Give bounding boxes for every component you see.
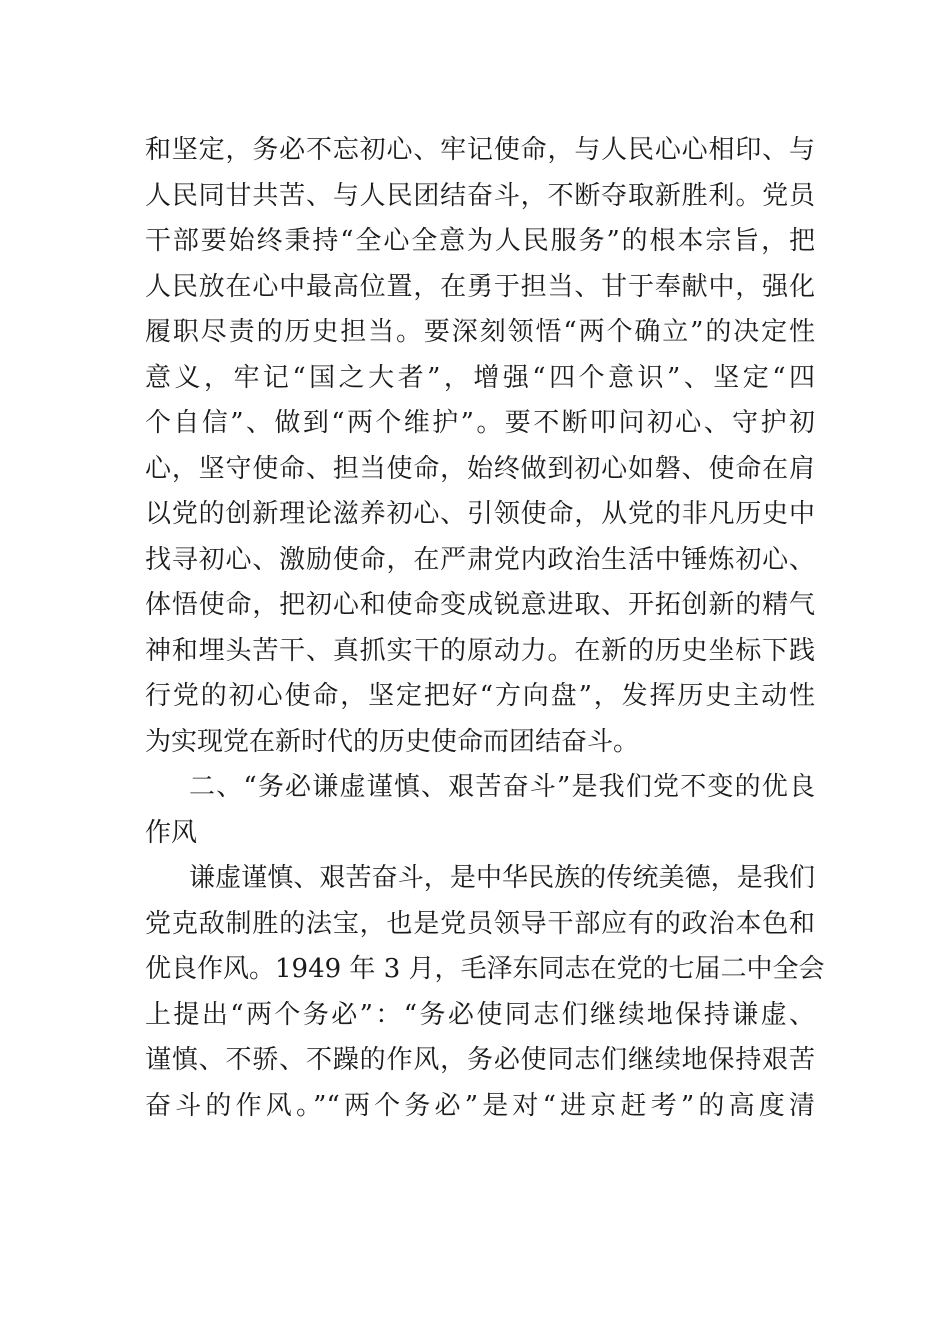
- text-line: 上提出“两个务必”：“务必使同志们继续地保持谦虚、: [145, 999, 815, 1030]
- text-line: 谨慎、不骄、不躁的作风，务必使同志们继续地保持艰苦: [145, 1045, 815, 1075]
- text-line: 谦虚谨慎、艰苦奋斗，是中华民族的传统美德，是我们: [189, 863, 815, 893]
- text-line: 人民放在心中最高位置，在勇于担当、甘于奉献中，强化: [145, 271, 815, 302]
- text-line: 个自信”、做到“两个维护”。要不断叩问初心、守护初: [145, 408, 815, 438]
- text-line: 心，坚守使命、担当使命，始终做到初心如磐、使命在肩: [145, 453, 815, 484]
- body-text: [145, 128, 825, 1129]
- text-line: 为实现党在新时代的历史使命而团结奋斗。: [145, 726, 640, 757]
- text-line: 以党的创新理论滋养初心、引领使命，从党的非凡历史中: [145, 499, 815, 529]
- section-heading-line: 作风: [145, 817, 198, 848]
- text-line: 行党的初心使命，坚定把好“方向盘”，发挥历史主动性: [145, 681, 815, 711]
- text-line: 优良作风。1949 年 3 月，毛泽东同志在党的七届二中全会: [145, 954, 825, 984]
- text-line: 找寻初心、激励使命，在严肃党内政治生活中锤炼初心、: [145, 544, 815, 575]
- section-heading-line: 二、“务必谦虚谨慎、艰苦奋斗”是我们党不变的优良: [189, 772, 815, 802]
- text-line: 和坚定，务必不忘初心、牢记使命，与人民心心相印、与: [145, 135, 815, 165]
- text-line: 意义，牢记“国之大者”，增强“四个意识”、坚定“四: [145, 362, 815, 393]
- text-line: 体悟使命，把初心和使命变成锐意进取、开拓创新的精气: [145, 590, 815, 620]
- text-line: 党克敌制胜的法宝，也是党员领导干部应有的政治本色和: [145, 908, 815, 939]
- text-line: 干部要始终秉持“全心全意为人民服务”的根本宗旨，把: [145, 226, 815, 256]
- text-line: 神和埋头苦干、真抓实干的原动力。在新的历史坐标下践: [145, 635, 815, 666]
- text-line: 奋斗的作风。”“两个务必”是对“进京赶考”的高度清: [145, 1090, 815, 1121]
- text-line: 人民同甘共苦、与人民团结奋斗，不断夺取新胜利。党员: [145, 180, 815, 211]
- text-line: 履职尽责的历史担当。要深刻领悟“两个确立”的决定性: [145, 317, 815, 347]
